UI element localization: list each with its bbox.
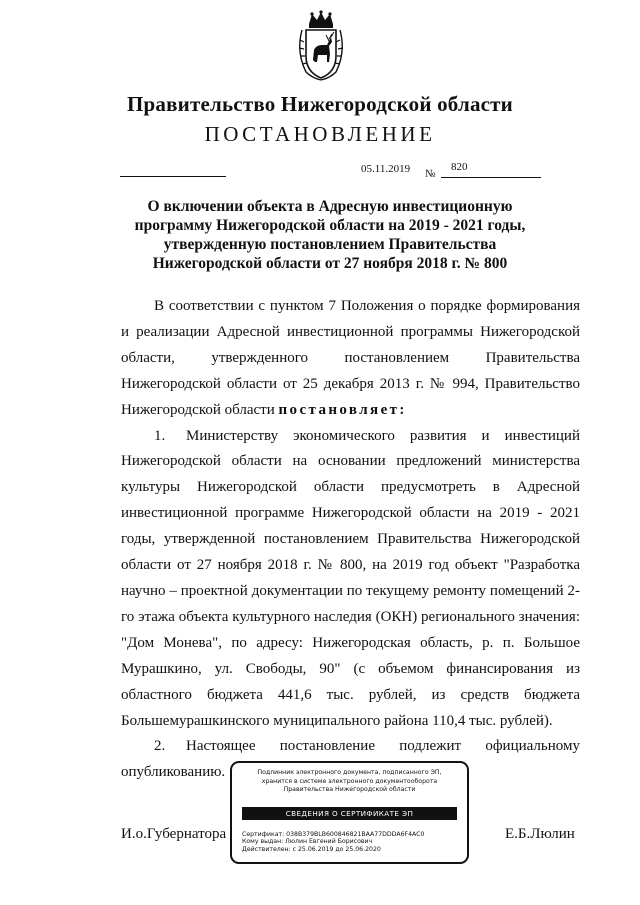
item-1-number: 1. bbox=[154, 427, 166, 444]
number-label: № bbox=[425, 168, 436, 180]
item-1 bbox=[121, 424, 580, 735]
decree-word: постановляет: bbox=[278, 401, 407, 418]
document-type: ПОСТАНОВЛЕНИЕ bbox=[204, 122, 436, 146]
stamp-details bbox=[242, 831, 424, 853]
document-number: 820 bbox=[451, 161, 468, 173]
document-subject bbox=[120, 197, 540, 273]
stamp-header-line: хранится в системе электронного документооборота bbox=[261, 777, 438, 785]
signer-name: Е.Б.Люлин bbox=[505, 826, 575, 842]
item-2-text: Настоящее постановление подлежит официальному опубликованию. bbox=[121, 738, 580, 781]
intro-paragraph bbox=[121, 294, 580, 424]
subject-line: программу Нижегородской области на 2019 - 2021 годы, bbox=[134, 217, 526, 234]
certificate-owner: Кому выдан: Люлин Евгений Борисович bbox=[242, 838, 373, 846]
item-2-number: 2. bbox=[154, 738, 166, 755]
coat-of-arms-icon bbox=[296, 10, 346, 82]
subject-line: Нижегородской области от 27 ноября 2018 г. № 800 bbox=[152, 255, 508, 272]
intro-text: В соответствии с пунктом 7 Положения о порядке формирования и реализации Адресной инвестиционной программы Нижегородской области, утвержденного постановлением Правительства Нижегородской области от 25 декабря 2013 г. № 994, Правительство Нижегородской области bbox=[121, 298, 580, 418]
certificate-validity: Действителен: с 25.06.2019 до 25.06.2020 bbox=[242, 845, 381, 853]
item-1-text: Министерству экономического развития и инвестиций Нижегородской области на основании предложений министерства культуры Нижегородской области предусмотреть в Адресной инвестиционной программе Нижегородской области на 2019 - 2021 годы, утвержденной постановлением Правительства Нижегородской области от 27 ноября 2018 г. № 800, на 2019 год объект "Разработка научно – проектной документации по текущему ремонту помещений 2-го этажа объекта культурного наследия (ОКН) регионального значения: "Дом Монева", по адресу: Нижегородская область, р. п. Большое Мурашкино, ул. Свободы, 90" (с объемом финансирования из областного бюджета 441,6 тыс. рублей, из средств бюджета Большемурашкинского муниципального района 110,4 тыс. рублей). bbox=[121, 427, 580, 729]
government-title: Правительство Нижегородской области bbox=[127, 92, 513, 116]
stamp-header-line: Подлинник электронного документа, подписанного ЭП, bbox=[257, 769, 442, 776]
subject-line: утвержденную постановлением Правительства bbox=[163, 236, 497, 253]
left-date-line bbox=[120, 176, 226, 177]
certificate-id: Сертификат: 038B379BLB600846821BAA77DDDA6F4AC0 bbox=[242, 831, 425, 838]
stamp-header bbox=[238, 769, 461, 795]
document-body bbox=[121, 294, 580, 786]
document-date: 05.11.2019 bbox=[361, 163, 411, 175]
stamp-title-bar: СВЕДЕНИЯ О СЕРТИФИКАТЕ ЭП bbox=[242, 807, 457, 820]
signer-position: И.о.Губернатора bbox=[121, 826, 227, 842]
electronic-signature-stamp bbox=[230, 761, 469, 864]
subject-line: О включении объекта в Адресную инвестиционную bbox=[147, 198, 513, 215]
number-line bbox=[441, 177, 541, 178]
stamp-header-line: Правительства Нижегородской области bbox=[283, 786, 416, 794]
